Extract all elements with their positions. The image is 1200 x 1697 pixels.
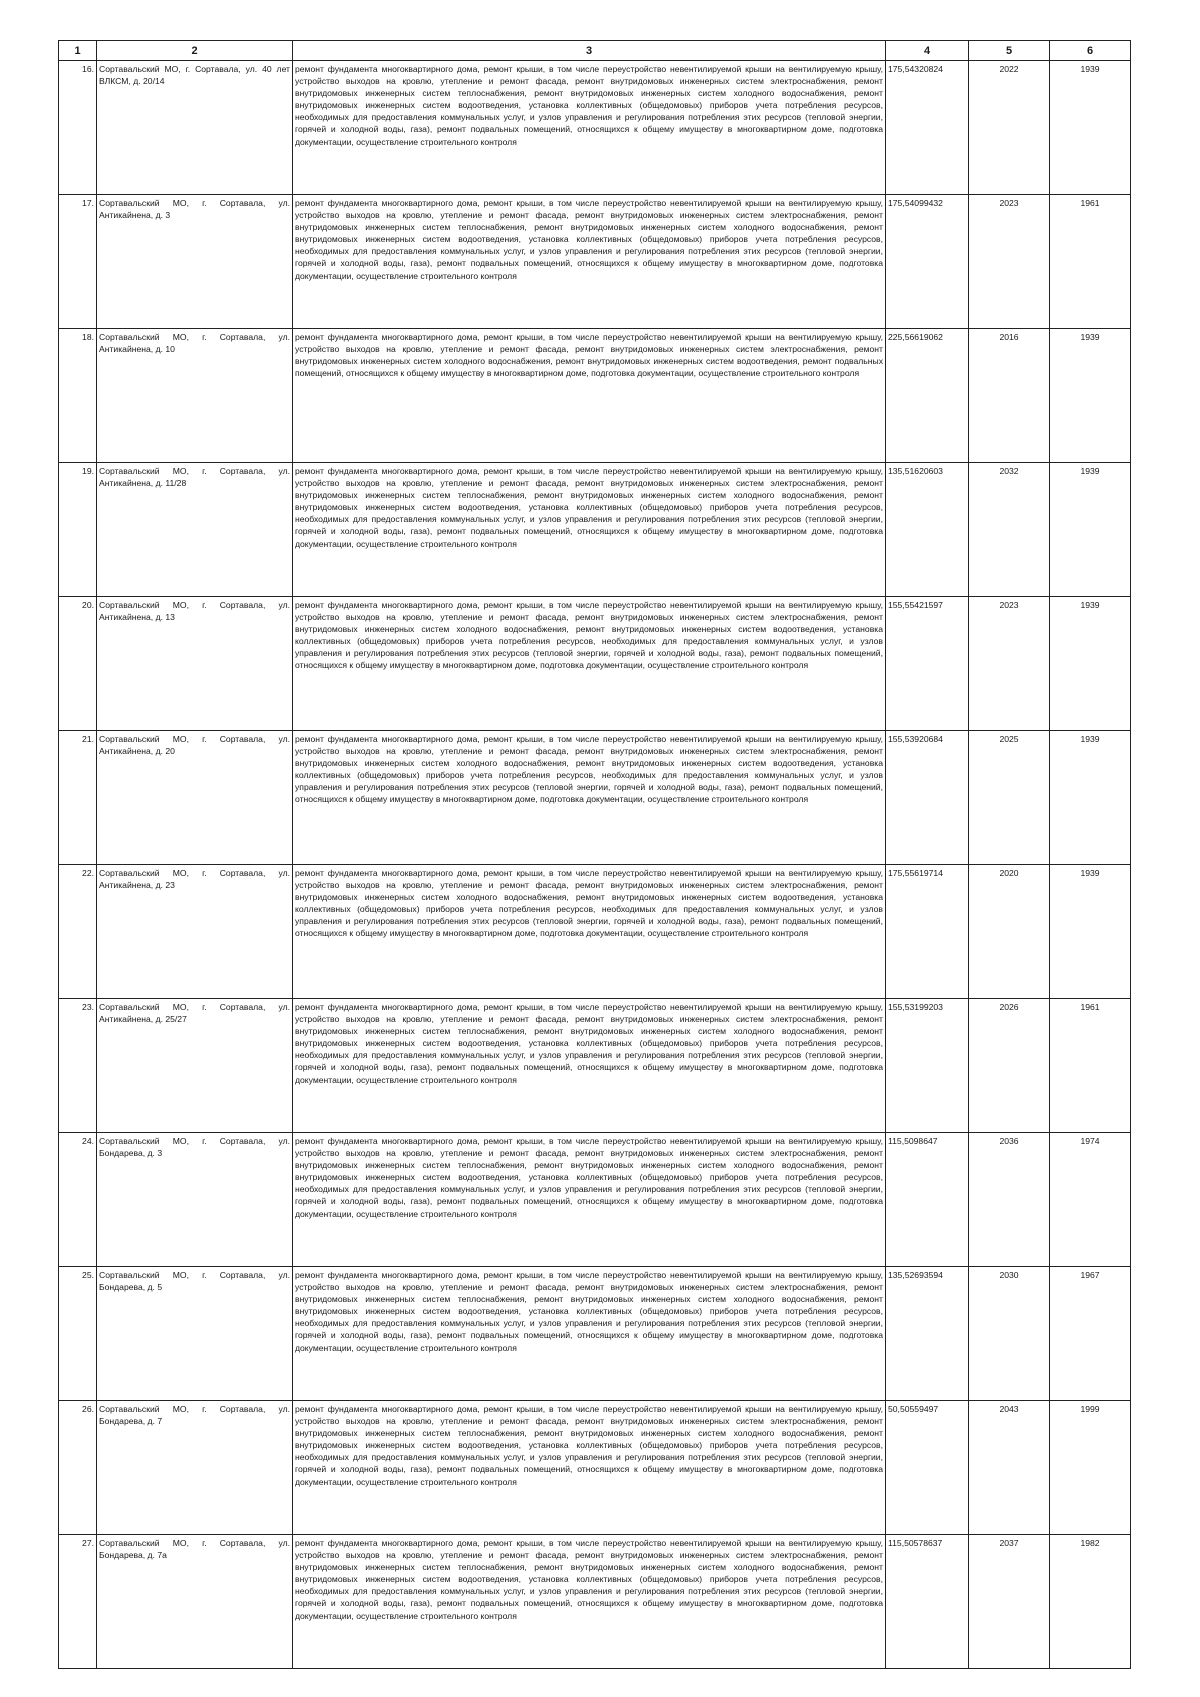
table-row [59,61,1131,195]
works-cell: ремонт фундамента многоквартирного дома, ремонт крыши, в том числе переустройство невентилируемой крыши на вентилируемую крышу, устройство выходов на кровлю, утепление и ремонт фасада, ремонт внутридомовых инженерных систем электроснабжения, ремонт внутридомовых инженерных систем холодного водоснабжения, ремонт внутридомовых инженерных систем водоотведения, установка коллективных (общедомовых) приборов учета потребления ресурсов, необходимых для предоставления коммунальных услуг, и узлов управления и регулирования потребления этих ресурсов (тепловой энергии, горячей и холодной воды, газа), ремонт подвальных помещений, относящихся к общему имуществу в многоквартирном доме, подготовка документации, осуществление строительного контроля [293,597,886,731]
row-number: 26. [59,1401,97,1535]
column-header-6: 6 [1050,41,1131,61]
column-header-3: 3 [293,41,886,61]
planned-year-cell: 2025 [969,731,1050,865]
works-cell: ремонт фундамента многоквартирного дома, ремонт крыши, в том числе переустройство невентилируемой крыши на вентилируемую крышу, устройство выходов на кровлю, утепление и ремонт фасада, ремонт внутридомовых инженерных систем электроснабжения, ремонт внутридомовых инженерных систем холодного водоснабжения, ремонт внутридомовых инженерных систем водоотведения, установка коллективных (общедомовых) приборов учета потребления ресурсов, необходимых для предоставления коммунальных услуг, и узлов управления и регулирования потребления этих ресурсов (тепловой энергии, горячей и холодной воды, газа), ремонт подвальных помещений, относящихся к общему имуществу в многоквартирном доме, подготовка документации, осуществление строительного контроля [293,865,886,999]
address-cell: Сортавальский МО, г. Сортавала, ул. Бондарева, д. 5 [97,1267,293,1401]
table-row [59,999,1131,1133]
row-number: 17. [59,195,97,329]
planned-year-cell: 2022 [969,61,1050,195]
address-cell: Сортавальский МО, г. Сортавала, ул. Антикайнена, д. 11/28 [97,463,293,597]
planned-year-cell: 2043 [969,1401,1050,1535]
row-number: 25. [59,1267,97,1401]
build-year-cell: 1961 [1050,195,1131,329]
row-number: 23. [59,999,97,1133]
planned-year-cell: 2016 [969,329,1050,463]
planned-year-cell: 2020 [969,865,1050,999]
planned-year-cell: 2030 [969,1267,1050,1401]
planned-year-cell: 2037 [969,1535,1050,1669]
build-year-cell: 1939 [1050,463,1131,597]
table-row [59,329,1131,463]
row-number: 27. [59,1535,97,1669]
cost-cell: 175,55619714 [886,865,969,999]
planned-year-cell: 2032 [969,463,1050,597]
column-header-2: 2 [97,41,293,61]
planned-year-cell: 2023 [969,195,1050,329]
works-cell: ремонт фундамента многоквартирного дома, ремонт крыши, в том числе переустройство невентилируемой крыши на вентилируемую крышу, устройство выходов на кровлю, утепление и ремонт фасада, ремонт внутридомовых инженерных систем электроснабжения, ремонт внутридомовых инженерных систем теплоснабжения, ремонт внутридомовых инженерных систем холодного водоснабжения, ремонт внутридомовых инженерных систем водоотведения, установка коллективных (общедомовых) приборов учета потребления ресурсов, необходимых для предоставления коммунальных услуг, и узлов управления и регулирования потребления этих ресурсов (тепловой энергии, горячей и холодной воды, газа), ремонт подвальных помещений, относящихся к общему имуществу в многоквартирном доме, подготовка документации, осуществление строительного контроля [293,61,886,195]
cost-cell: 155,55421597 [886,597,969,731]
row-number: 21. [59,731,97,865]
works-cell: ремонт фундамента многоквартирного дома, ремонт крыши, в том числе переустройство невентилируемой крыши на вентилируемую крышу, устройство выходов на кровлю, утепление и ремонт фасада, ремонт внутридомовых инженерных систем электроснабжения, ремонт внутридомовых инженерных систем теплоснабжения, ремонт внутридомовых инженерных систем холодного водоснабжения, ремонт внутридомовых инженерных систем водоотведения, установка коллективных (общедомовых) приборов учета потребления ресурсов, необходимых для предоставления коммунальных услуг, и узлов управления и регулирования потребления этих ресурсов (тепловой энергии, горячей и холодной воды, газа), ремонт подвальных помещений, относящихся к общему имуществу в многоквартирном доме, подготовка документации, осуществление строительного контроля [293,1133,886,1267]
table-row [59,865,1131,999]
table-row [59,731,1131,865]
works-cell: ремонт фундамента многоквартирного дома, ремонт крыши, в том числе переустройство невентилируемой крыши на вентилируемую крышу, устройство выходов на кровлю, утепление и ремонт фасада, ремонт внутридомовых инженерных систем электроснабжения, ремонт внутридомовых инженерных систем теплоснабжения, ремонт внутридомовых инженерных систем холодного водоснабжения, ремонт внутридомовых инженерных систем водоотведения, установка коллективных (общедомовых) приборов учета потребления ресурсов, необходимых для предоставления коммунальных услуг, и узлов управления и регулирования потребления этих ресурсов (тепловой энергии, горячей и холодной воды, газа), ремонт подвальных помещений, относящихся к общему имуществу в многоквартирном доме, подготовка документации, осуществление строительного контроля [293,463,886,597]
planned-year-cell: 2036 [969,1133,1050,1267]
cost-cell: 115,5098647 [886,1133,969,1267]
row-number: 18. [59,329,97,463]
address-cell: Сортавальский МО, г. Сортавала, ул. Антикайнена, д. 20 [97,731,293,865]
works-cell: ремонт фундамента многоквартирного дома, ремонт крыши, в том числе переустройство невентилируемой крыши на вентилируемую крышу, устройство выходов на кровлю, утепление и ремонт фасада, ремонт внутридомовых инженерных систем электроснабжения, ремонт внутридомовых инженерных систем холодного водоснабжения, ремонт внутридомовых инженерных систем водоотведения, установка коллективных (общедомовых) приборов учета потребления ресурсов, необходимых для предоставления коммунальных услуг, и узлов управления и регулирования потребления этих ресурсов (тепловой энергии, горячей и холодной воды, газа), ремонт подвальных помещений, относящихся к общему имуществу в многоквартирном доме, подготовка документации, осуществление строительного контроля [293,731,886,865]
address-cell: Сортавальский МО, г. Сортавала, ул. Антикайнена, д. 3 [97,195,293,329]
table-row [59,597,1131,731]
cost-cell: 175,54099432 [886,195,969,329]
cost-cell: 135,52693594 [886,1267,969,1401]
build-year-cell: 1999 [1050,1401,1131,1535]
table-row [59,1535,1131,1669]
build-year-cell: 1939 [1050,731,1131,865]
build-year-cell: 1939 [1050,865,1131,999]
build-year-cell: 1939 [1050,61,1131,195]
table-body [59,61,1131,1669]
works-cell: ремонт фундамента многоквартирного дома, ремонт крыши, в том числе переустройство невентилируемой крыши на вентилируемую крышу, устройство выходов на кровлю, утепление и ремонт фасада, ремонт внутридомовых инженерных систем электроснабжения, ремонт внутридомовых инженерных систем холодного водоснабжения, ремонт внутридомовых инженерных систем водоотведения, ремонт подвальных помещений, относящихся к общему имуществу в многоквартирном доме, подготовка документации, осуществление строительного контроля [293,329,886,463]
build-year-cell: 1939 [1050,597,1131,731]
address-cell: Сортавальский МО, г. Сортавала, ул. Антикайнена, д. 23 [97,865,293,999]
works-cell: ремонт фундамента многоквартирного дома, ремонт крыши, в том числе переустройство невентилируемой крыши на вентилируемую крышу, устройство выходов на кровлю, утепление и ремонт фасада, ремонт внутридомовых инженерных систем электроснабжения, ремонт внутридомовых инженерных систем теплоснабжения, ремонт внутридомовых инженерных систем холодного водоснабжения, ремонт внутридомовых инженерных систем водоотведения, установка коллективных (общедомовых) приборов учета потребления ресурсов, необходимых для предоставления коммунальных услуг, и узлов управления и регулирования потребления этих ресурсов (тепловой энергии, горячей и холодной воды, газа), ремонт подвальных помещений, относящихся к общему имуществу в многоквартирном доме, подготовка документации, осуществление строительного контроля [293,1535,886,1669]
cost-cell: 50,50559497 [886,1401,969,1535]
works-cell: ремонт фундамента многоквартирного дома, ремонт крыши, в том числе переустройство невентилируемой крыши на вентилируемую крышу, устройство выходов на кровлю, утепление и ремонт фасада, ремонт внутридомовых инженерных систем электроснабжения, ремонт внутридомовых инженерных систем теплоснабжения, ремонт внутридомовых инженерных систем холодного водоснабжения, ремонт внутридомовых инженерных систем водоотведения, установка коллективных (общедомовых) приборов учета потребления ресурсов, необходимых для предоставления коммунальных услуг, и узлов управления и регулирования потребления этих ресурсов (тепловой энергии, горячей и холодной воды, газа), ремонт подвальных помещений, относящихся к общему имуществу в многоквартирном доме, подготовка документации, осуществление строительного контроля [293,1401,886,1535]
cost-cell: 135,51620603 [886,463,969,597]
cost-cell: 225,56619062 [886,329,969,463]
table-row [59,463,1131,597]
table-row [59,1133,1131,1267]
address-cell: Сортавальский МО, г. Сортавала, ул. Бондарева, д. 3 [97,1133,293,1267]
address-cell: Сортавальский МО, г. Сортавала, ул. Антикайнена, д. 25/27 [97,999,293,1133]
address-cell: Сортавальский МО, г. Сортавала, ул. Бондарева, д. 7а [97,1535,293,1669]
table-row [59,195,1131,329]
build-year-cell: 1961 [1050,999,1131,1133]
cost-cell: 175,54320824 [886,61,969,195]
cost-cell: 155,53199203 [886,999,969,1133]
build-year-cell: 1967 [1050,1267,1131,1401]
planned-year-cell: 2023 [969,597,1050,731]
planned-year-cell: 2026 [969,999,1050,1133]
table-row [59,1401,1131,1535]
address-cell: Сортавальский МО, г. Сортавала, ул. Антикайнена, д. 10 [97,329,293,463]
works-cell: ремонт фундамента многоквартирного дома, ремонт крыши, в том числе переустройство невентилируемой крыши на вентилируемую крышу, устройство выходов на кровлю, утепление и ремонт фасада, ремонт внутридомовых инженерных систем электроснабжения, ремонт внутридомовых инженерных систем теплоснабжения, ремонт внутридомовых инженерных систем холодного водоснабжения, ремонт внутридомовых инженерных систем водоотведения, установка коллективных (общедомовых) приборов учета потребления ресурсов, необходимых для предоставления коммунальных услуг, и узлов управления и регулирования потребления этих ресурсов (тепловой энергии, горячей и холодной воды, газа), ремонт подвальных помещений, относящихся к общему имуществу в многоквартирном доме, подготовка документации, осуществление строительного контроля [293,1267,886,1401]
build-year-cell: 1982 [1050,1535,1131,1669]
table-row [59,1267,1131,1401]
column-header-4: 4 [886,41,969,61]
table-header [59,41,1131,61]
repair-program-table [58,40,1131,1669]
address-cell: Сортавальский МО, г. Сортавала, ул. 40 лет ВЛКСМ, д. 20/14 [97,61,293,195]
row-number: 24. [59,1133,97,1267]
row-number: 16. [59,61,97,195]
row-number: 22. [59,865,97,999]
address-cell: Сортавальский МО, г. Сортавала, ул. Бондарева, д. 7 [97,1401,293,1535]
build-year-cell: 1974 [1050,1133,1131,1267]
build-year-cell: 1939 [1050,329,1131,463]
row-number: 19. [59,463,97,597]
row-number: 20. [59,597,97,731]
works-cell: ремонт фундамента многоквартирного дома, ремонт крыши, в том числе переустройство невентилируемой крыши на вентилируемую крышу, устройство выходов на кровлю, утепление и ремонт фасада, ремонт внутридомовых инженерных систем электроснабжения, ремонт внутридомовых инженерных систем теплоснабжения, ремонт внутридомовых инженерных систем холодного водоснабжения, ремонт внутридомовых инженерных систем водоотведения, установка коллективных (общедомовых) приборов учета потребления ресурсов, необходимых для предоставления коммунальных услуг, и узлов управления и регулирования потребления этих ресурсов (тепловой энергии, горячей и холодной воды, газа), ремонт подвальных помещений, относящихся к общему имуществу в многоквартирном доме, подготовка документации, осуществление строительного контроля [293,999,886,1133]
header-row [59,41,1131,61]
cost-cell: 115,50578637 [886,1535,969,1669]
works-cell: ремонт фундамента многоквартирного дома, ремонт крыши, в том числе переустройство невентилируемой крыши на вентилируемую крышу, устройство выходов на кровлю, утепление и ремонт фасада, ремонт внутридомовых инженерных систем электроснабжения, ремонт внутридомовых инженерных систем теплоснабжения, ремонт внутридомовых инженерных систем холодного водоснабжения, ремонт внутридомовых инженерных систем водоотведения, установка коллективных (общедомовых) приборов учета потребления ресурсов, необходимых для предоставления коммунальных услуг, и узлов управления и регулирования потребления этих ресурсов (тепловой энергии, горячей и холодной воды, газа), ремонт подвальных помещений, относящихся к общему имуществу в многоквартирном доме, подготовка документации, осуществление строительного контроля [293,195,886,329]
address-cell: Сортавальский МО, г. Сортавала, ул. Антикайнена, д. 13 [97,597,293,731]
cost-cell: 155,53920684 [886,731,969,865]
column-header-1: 1 [59,41,97,61]
column-header-5: 5 [969,41,1050,61]
